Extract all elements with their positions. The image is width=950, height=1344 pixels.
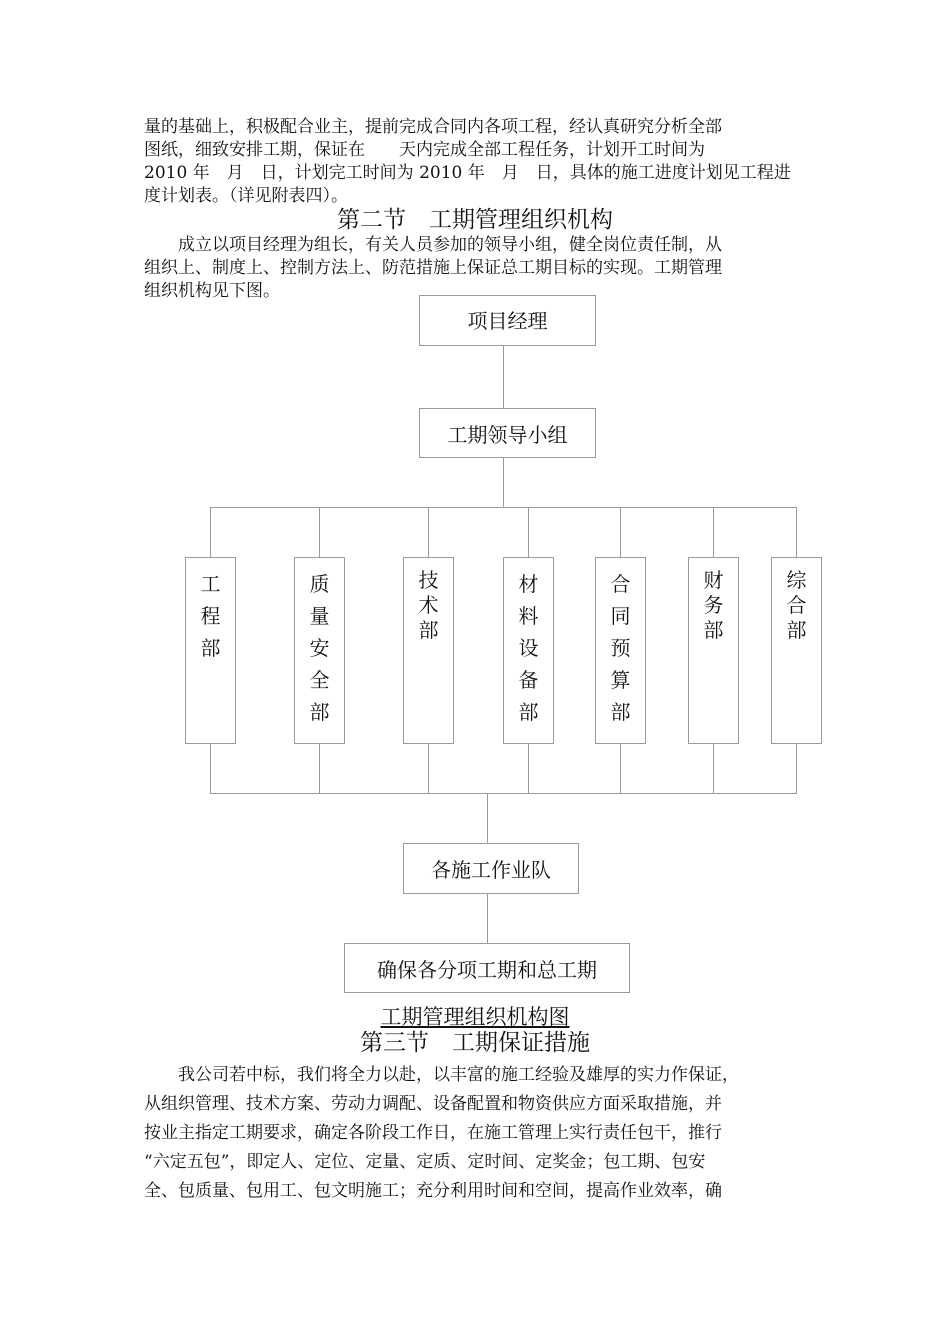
- section3-line: 从组织管理、技术方案、劳动力调配、设备配置和物资供应方面采取措施，并: [144, 1094, 722, 1114]
- section3-line: 全、包质量、包用工、包文明施工；充分利用时间和空间，提高作业效率，确: [144, 1181, 722, 1201]
- org-chart-caption-text: 工期管理组织机构图: [380, 1005, 570, 1029]
- branch-rise: [210, 743, 211, 793]
- department-box: [503, 557, 554, 744]
- intro-paragraph: [144, 116, 808, 208]
- department-box: [294, 557, 345, 744]
- section3-paragraph: [144, 1061, 814, 1206]
- branch-drop: [319, 507, 320, 558]
- goal-box: 确保各分项工期和总工期: [344, 943, 630, 993]
- section2-line: 组织机构见下图。: [144, 281, 280, 301]
- department-label: 技术部: [418, 568, 439, 642]
- section3-title: 第三节 工期保证措施: [360, 1030, 590, 1056]
- branch-rise: [713, 743, 714, 793]
- intro-line: 量的基础上，积极配合业主，提前完成合同内各项工程，经认真研究分析全部: [144, 117, 722, 137]
- connector-top: [503, 345, 504, 408]
- intro-line: 度计划表。（详见附表四）。: [144, 186, 348, 206]
- branch-drop: [620, 507, 621, 558]
- department-label: 财务部: [703, 568, 724, 642]
- department-box: [403, 557, 454, 744]
- department-label: 材料设备部: [518, 572, 539, 724]
- section3-line: 我公司若中标，我们将全力以赴，以丰富的施工经验及雄厚的实力作保证，: [144, 1065, 739, 1085]
- department-box: [688, 557, 739, 744]
- branch-bottom-line: [210, 793, 797, 794]
- connector-group: [503, 457, 504, 507]
- section2-title: 第二节 工期管理组织机构: [337, 207, 613, 233]
- intro-line: 图纸，细致安排工期，保证在 天内完成全部工程任务，计划开工时间为: [144, 140, 705, 160]
- section2-line: 成立以项目经理为组长，有关人员参加的领导小组，健全岗位责任制，从: [144, 235, 722, 255]
- department-label: 合同预算部: [610, 572, 631, 724]
- department-box: [595, 557, 646, 744]
- org-chart-caption: [0, 1004, 950, 1030]
- branch-drop: [528, 507, 529, 558]
- department-box: [185, 557, 236, 744]
- branch-rise: [528, 743, 529, 793]
- branch-rise: [796, 743, 797, 793]
- branch-rise: [319, 743, 320, 793]
- section2-paragraph: [144, 234, 808, 303]
- branch-drop: [713, 507, 714, 558]
- leadership-group-box: 工期领导小组: [419, 408, 596, 458]
- department-label: 综合部: [786, 568, 807, 642]
- intro-line: 2010 年 月 日，计划完工时间为 2010 年 月 日，具体的施工进度计划见工程进: [144, 163, 791, 183]
- department-label: 工程部: [200, 572, 221, 660]
- connector-teams: [487, 793, 488, 843]
- department-box: [771, 557, 822, 744]
- section3-line: 按业主指定工期要求，确定各阶段工作日，在施工管理上实行责任包干，推行: [144, 1123, 722, 1143]
- branch-rise: [620, 743, 621, 793]
- section2-line: 组织上、制度上、控制方法上、防范措施上保证总工期目标的实现。工期管理: [144, 258, 722, 278]
- department-label: 质量安全部: [309, 572, 330, 724]
- branch-rise: [428, 743, 429, 793]
- connector-goal: [487, 893, 488, 943]
- project-manager-box: 项目经理: [419, 295, 596, 346]
- branch-drop: [210, 507, 211, 558]
- branch-drop: [796, 507, 797, 558]
- branch-drop: [428, 507, 429, 558]
- section3-line: “六定五包”，即定人、定位、定量、定质、定时间、定奖金；包工期、包安: [144, 1152, 706, 1172]
- branch-top-line: [210, 507, 797, 508]
- construction-teams-box: 各施工作业队: [403, 843, 579, 894]
